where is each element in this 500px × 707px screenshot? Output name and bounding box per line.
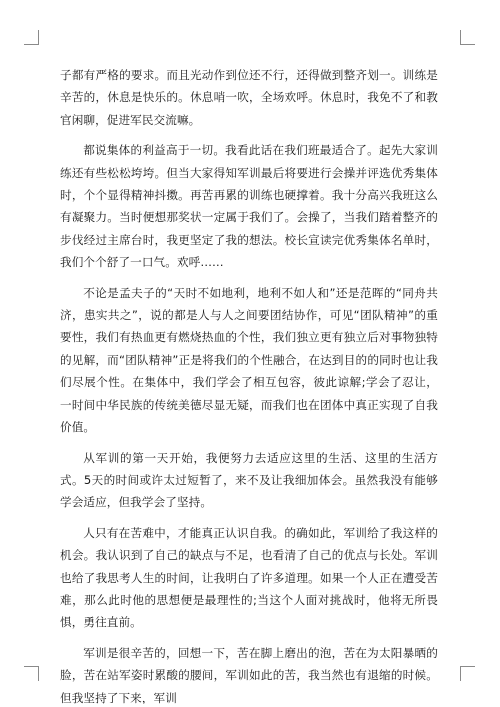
paragraph-1: 子都有严格的要求。而且光动作到位还不行，还得做到整齐划一。训练是辛苦的，休息是快乐的。休息哨一吹，全场欢呼。休息时，我免不了和教官闲聊，促进军民交流嘛。 bbox=[60, 68, 438, 127]
paragraph-6: 军训是很辛苦的，回想一下，苦在脚上磨出的泡，苦在为太阳暴晒的脸，苦在站军姿时累酸的腰间，军训如此的苦，我当然也有退缩的时候。但我坚持了下来，军训 bbox=[60, 645, 438, 704]
paragraph-4: 从军训的第一天开始，我便努力去适应这里的生活、这里的生活方式。5天的时间或许太过短暂了，来不及让我细加体会。虽然我没有能够学会适应，但我学会了坚持。 bbox=[60, 450, 438, 510]
crop-mark-bottom-left bbox=[24, 666, 39, 681]
crop-mark-top-left bbox=[24, 30, 39, 45]
document-body bbox=[60, 64, 438, 704]
paragraph-3: 不论是孟夫子的“天时不如地利，地利不如人和”还是范晖的“同舟共济，患实共之”，说的都是人与人之间要团结协作，可见“团队精神”的重要性，我们有热血更有燃烧热血的个性，我们独立更有独立后对事物独特的见解，而“团队精神”正是将我们的个性融合，在达到目的的同时也让我们尽展个性。在集体中，我们学会了相互包容，彼此谅解;学会了忍让，一时间中华民族的传统美德尽显无疑，而我们也在团体中真正实现了自我价值。 bbox=[60, 285, 438, 435]
paragraph-2: 都说集体的利益高于一切。我看此话在我们班最适合了。起先大家训练还有些松松垮垮。但当大家得知军训最后将要进行会操并评选优秀集体时，个个显得精神抖擞。再苦再累的训练也硬撑着。我十分高兴我班这么有凝聚力。当时便想那奖状一定属于我们了。会操了，当我们踏着整齐的步伐经过主席台时，我更坚定了我的想法。校长宣读完优秀集体名单时，我们个个舒了一口气。欢呼…… bbox=[60, 143, 438, 270]
crop-mark-top-right bbox=[460, 30, 475, 45]
crop-mark-bottom-right bbox=[460, 666, 475, 681]
paragraph-5: 人只有在苦难中，才能真正认识自我。的确如此，军训给了我这样的机会。我认识到了自己的缺点与不足，也看清了自己的优点与长处。军训也给了我思考人生的时间，让我明白了许多道理。如果一个人正在遭受苦难，那么此时他的思想便是最理性的;当这个人面对挑战时，他将无所畏惧，勇往直前。 bbox=[60, 525, 438, 630]
